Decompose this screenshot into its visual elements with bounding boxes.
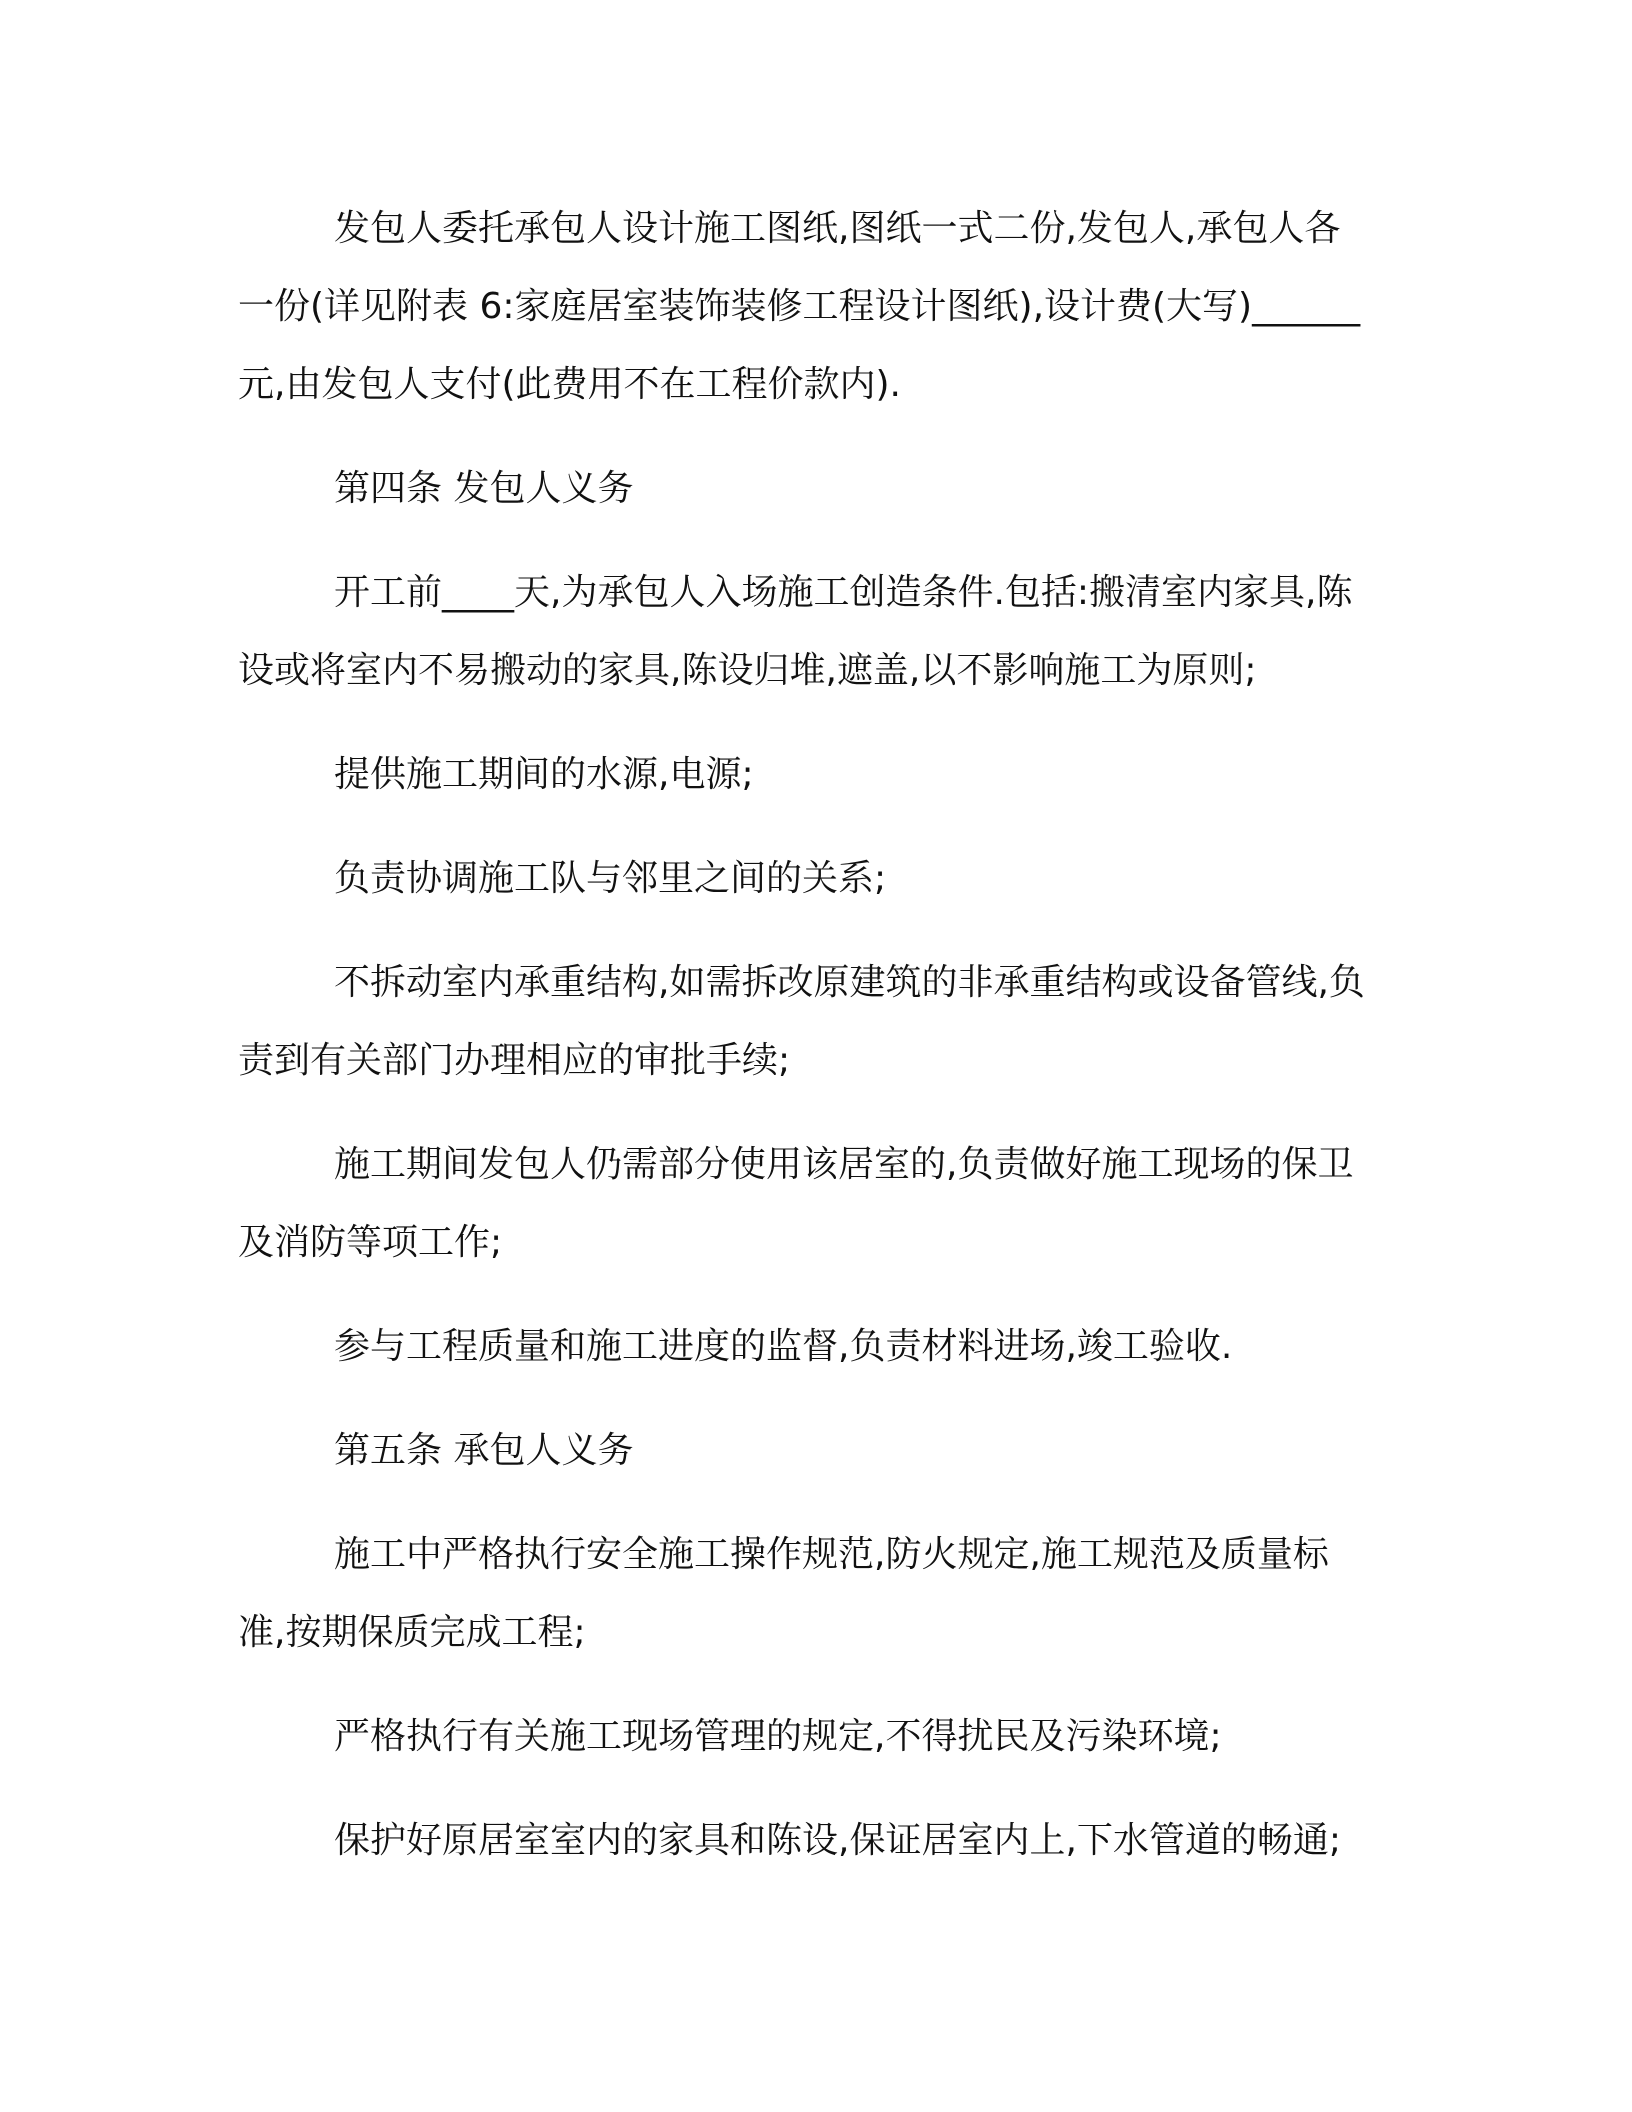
paragraph-water-power: 提供施工期间的水源,电源; <box>334 754 754 795</box>
heading-article-4: 第四条 发包人义务 <box>334 468 634 509</box>
document-body <box>238 190 1368 1906</box>
paragraph-supervision: 参与工程质量和施工进度的监督,负责材料进场,竣工验收. <box>334 1326 1233 1367</box>
paragraph-neighbor-coordination: 负责协调施工队与邻里之间的关系; <box>334 858 887 899</box>
paragraph-security-fire: 施工期间发包人仍需部分使用该居室的,负责做好施工现场的保卫及消防等项工作; <box>238 1144 1354 1263</box>
paragraph-design-fee: 发包人委托承包人设计施工图纸,图纸一式二份,发包人,承包人各一份(详见附表 6:家庭居室装饰装修工程设计图纸),设计费(大写)______元,由发包人支付(此费用不在工程价款内). <box>238 208 1361 405</box>
paragraph-site-management: 严格执行有关施工现场管理的规定,不得扰民及污染环境; <box>334 1716 1222 1757</box>
paragraph-protect-furniture: 保护好原居室室内的家具和陈设,保证居室内上,下水管道的畅通; <box>334 1820 1342 1861</box>
paragraph-site-preparation: 开工前____天,为承包人入场施工创造条件.包括:搬清室内家具,陈设或将室内不易搬动的家具,陈设归堆,遮盖,以不影响施工为原则; <box>238 572 1353 691</box>
paragraph-structure-approval: 不拆动室内承重结构,如需拆改原建筑的非承重结构或设备管线,负责到有关部门办理相应的审批手续; <box>238 962 1365 1081</box>
paragraph-safety-standards: 施工中严格执行安全施工操作规范,防火规定,施工规范及质量标准,按期保质完成工程; <box>238 1534 1329 1653</box>
heading-article-5: 第五条 承包人义务 <box>334 1430 634 1471</box>
